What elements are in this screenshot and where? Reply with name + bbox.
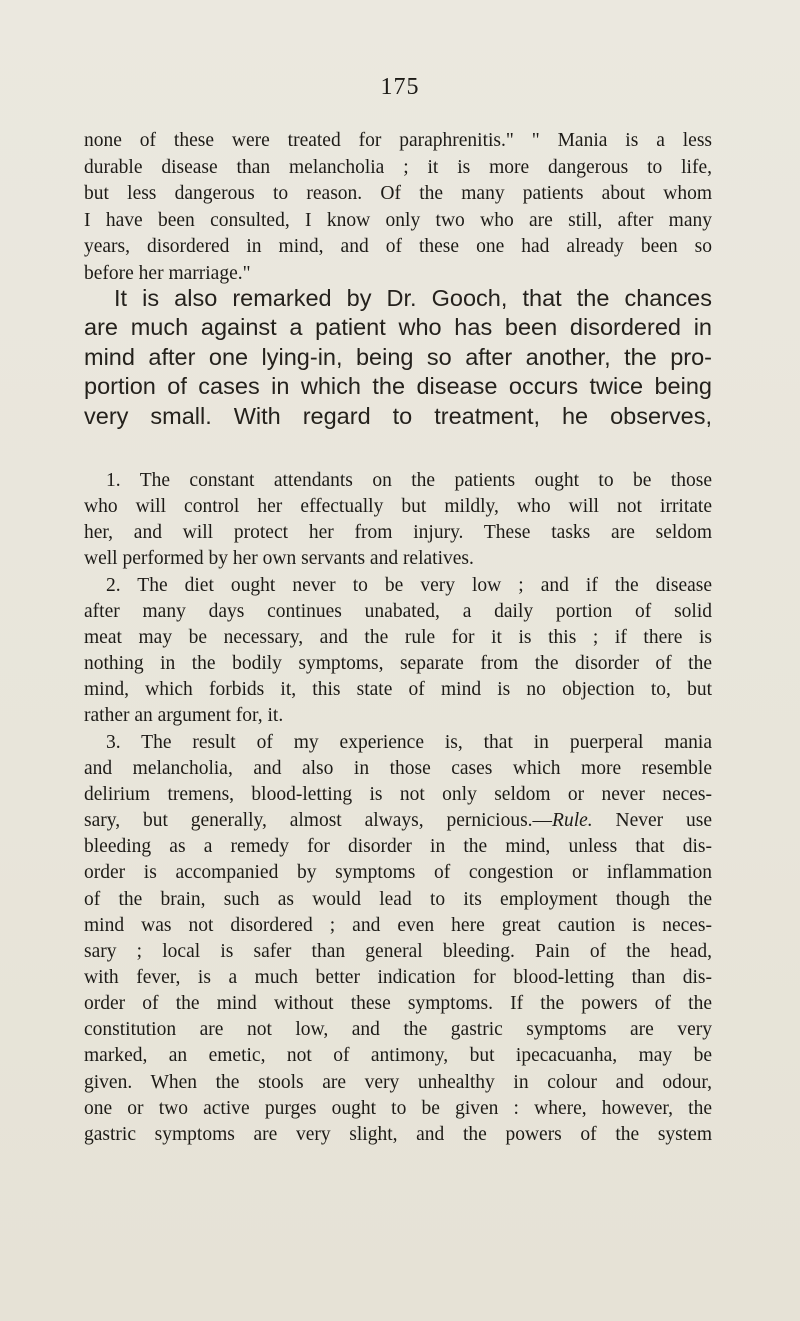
narrative-paragraph [84,284,712,431]
text-line: after many days continues unabated, a daily portion of solid [84,600,712,622]
text-line: bleeding as a remedy for disorder in the mind, unless that dis- [84,836,712,858]
text-line: nothing in the bodily symptoms, separate from the disorder of the [84,653,712,675]
text-line: mind, which forbids it, this state of mind is no objection to, but [84,679,712,701]
text-line: order of the mind without these symptoms. If the powers of the [84,993,712,1015]
text-line: sary ; local is safer than general bleeding. Pain of the head, [84,940,712,962]
text-line: I have been consulted, I know only two who are still, after many [84,209,712,231]
text-line: and melancholia, and also in those cases which more resemble [84,757,712,779]
text-line: before her marriage." [84,262,251,284]
rule-2-line: 2. The diet ought never to be very low ; and if the disease [106,574,712,596]
text-line: one or two active purges ought to be given : where, however, the [84,1097,712,1119]
text-line: order is accompanied by symptoms of congestion or inflammation [84,862,712,884]
rule-1-line: 1. The constant attendants on the patients ought to be those [106,470,712,491]
text-line: portion of cases in which the disease occurs twice being [84,373,712,400]
text-line: meat may be necessary, and the rule for it is this ; if there is [84,626,712,648]
text-line: rather an argument for, it. [84,705,284,727]
text-line: but less dangerous to reason. Of the many patients about whom [84,183,712,205]
text-line: It is also remarked by Dr. Gooch, that the chances [114,285,712,311]
text-line: constitution are not low, and the gastric symptoms are very [84,1019,712,1041]
text-line: none of these were treated for paraphrenitis." " Mania is a less [84,130,712,151]
text-line: of the brain, such as would lead to its employment though the [84,888,712,910]
text-line: are much against a patient who has been disordered in [84,314,712,341]
text-line: marked, an emetic, not of antimony, but ipecacuanha, may be [84,1045,712,1067]
text-line: her, and will protect her from injury. These tasks are seldom [84,522,712,544]
text-line: delirium tremens, blood-letting is not only seldom or never neces- [84,783,712,805]
quote-paragraph [84,128,712,288]
rule-3-line: 3. The result of my experience is, that in puerperal mania [106,731,712,753]
text-line-with-rule [84,808,712,834]
text-line: mind was not disordered ; and even here great caution is neces- [84,914,712,936]
text-line: who will control her effectually but mildly, who will not irritate [84,496,712,518]
text-segment: sary, but generally, almost always, pernicious.— [84,810,553,832]
text-line: mind after one lying-in, being so after another, the pro- [84,343,712,370]
rule-label: Rule. [552,810,593,832]
text-line: gastric symptoms are very slight, and the powers of the system [84,1123,712,1145]
text-segment: Never use [592,810,712,832]
text-line: very small. With regard to treatment, he observes, [84,402,712,429]
text-line: well performed by her own servants and relatives. [84,548,474,570]
numbered-rules [84,468,712,1148]
text-line: durable disease than melancholia ; it is more dangerous to life, [84,156,712,178]
text-line: with fever, is a much better indication for blood-letting than dis- [84,966,712,988]
text-line: years, disordered in mind, and of these one had already been so [84,236,712,258]
page-number: 175 [380,74,420,100]
text-line: given. When the stools are very unhealthy in colour and odour, [84,1071,712,1093]
